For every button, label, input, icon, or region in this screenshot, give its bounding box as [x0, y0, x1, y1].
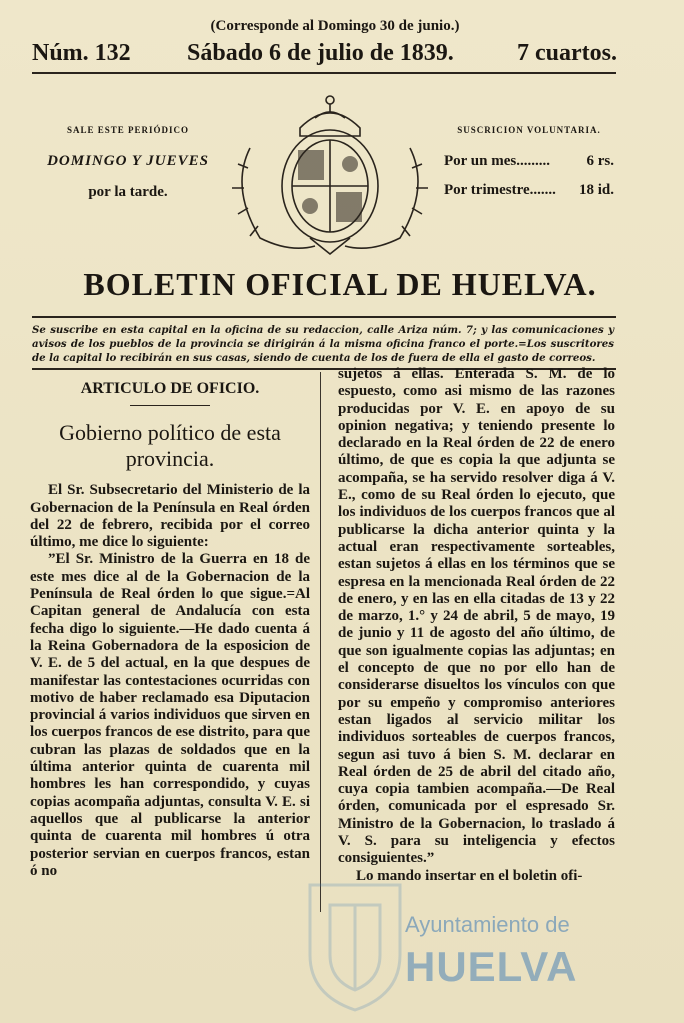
publication-days: DOMINGO Y JUEVES [47, 153, 209, 169]
section-title: ARTICULO DE OFICIO. [80, 380, 260, 397]
masthead-title: BOLETIN OFICIAL DE HUELVA. [83, 266, 597, 302]
subscription-quarterly-value: 18 id. [578, 182, 614, 198]
subscription-block [444, 125, 614, 199]
article-heading: Gobierno político de esta provincia. [59, 420, 281, 472]
watermark-line1: Ayuntamiento de [405, 912, 570, 937]
city-shield-watermark-icon [290, 865, 630, 1015]
issue-date: Sábado 6 de julio de 1839. [187, 40, 454, 66]
royal-crest-icon [220, 88, 440, 258]
issue-header-row [32, 40, 652, 70]
issue-number: Núm. 132 [32, 40, 131, 66]
publication-time: por la tarde. [88, 184, 168, 200]
header-rule [32, 72, 616, 74]
article-paragraph-3: sujetos á ellas. Enterada S. M. de lo espuesto, como asi mismo de las razones producidas por V. E. en apoyo de su opinion negativa; y teniendo presente lo declarado en la Real órden de 22 de enero último, de que es copia la que adjunta se acompaña, se ha servido resolver diga á V. E., como de su Real órden lo ejecuto, que los individuos de los cuerpos francos que al publicarse la dicha anterior quinta y la actual eran respectivamente sorteables, estan sujetos á ellas en los términos que se espresa en la mencionada Real órden de 22 de enero, y en las en ella citadas de 13 y 22 de marzo, 1.° y 24 de abril, 5 de mayo, 19 de junio y 11 de agosto del año último, de que son igualmente copias las adjuntas; en el concepto de que no por ello han de considerarse disueltos los vínculos con que por su empeño y compromiso anteriores estan ligados al servicio militar los individuos sorteables de cuerpos francos, segun asi tuvo á bien S. M. declarar en Real órden de 25 de abril del citado año, cuya copia tambien acompaña.—De Real órden, comunicada por el espresado Sr. Ministro de la Gobernacion, lo traslado á V. S. para su inteligencia y efectos consiguientes.” [338, 366, 615, 867]
subscription-quarterly [444, 182, 614, 199]
subscription-monthly-value: 6 rs. [586, 153, 614, 169]
subscription-caption: SUSCRICION VOLUNTARIA. [457, 125, 601, 135]
subscription-monthly [444, 153, 614, 170]
article-paragraph-1: El Sr. Subsecretario del Ministerio de la Gobernacion de la Península en Real órden del 22 de febrero, recibida por el correo último, me dice lo siguiente: [30, 482, 310, 551]
subscription-quarterly-label: Por trimestre....... [444, 182, 556, 198]
right-column [338, 366, 615, 885]
section-rule [130, 405, 210, 406]
issue-price: 7 cuartos. [517, 40, 617, 66]
correspondence-note: (Corresponde al Domingo 30 de junio.) [210, 18, 460, 34]
watermark-line2: HUELVA [405, 943, 578, 990]
left-column [30, 380, 310, 880]
publication-caption: SALE ESTE PERIÓDICO [66, 125, 190, 135]
masthead-rule-top [32, 316, 616, 318]
article-paragraph-4: Lo mando insertar en el boletin ofi- [356, 867, 583, 884]
article-paragraph-2: ”El Sr. Ministro de la Guerra en 18 de este mes dice al de la Gobernacion de la Península de Real órden lo que sigue.=Al Capitan general de Andalucía con esta fecha digo lo siguiente.—He dado cuenta á la Reina Gobernadora de la esposicion de V. E. de 5 del actual, en la que despues de manifestar las contestaciones ocurridas con motivo de haber reclamado esa Diputacion provincial á varios individuos que sirven en los cuerpos francos de ese distrito, para que cubran las plazas de soldados que en la última anterior quinta de cuarenta mil hombres les han correspondido, y cuyas copias acompaña adjuntas, consulta V. E. si aquellos que al publicarse la anterior quinta de cuarenta mil hombres ú otra posterior servian en cuerpos francos, estan ó no [30, 551, 310, 879]
column-divider [320, 372, 321, 912]
subscription-monthly-label: Por un mes......... [444, 153, 550, 169]
subscription-notice: Se suscribe en esta capital en la oficina de su redaccion, calle Ariza núm. 7; y las comunicaciones y avisos de los pueblos de la provincia se dirigirán á la misma oficina franco el porte.=Los suscritores de la capital lo recibirán en sus casas, siendo de cuenta de los de fuera de ella el gasto de correos. [32, 324, 614, 364]
publication-days-block [38, 125, 218, 201]
